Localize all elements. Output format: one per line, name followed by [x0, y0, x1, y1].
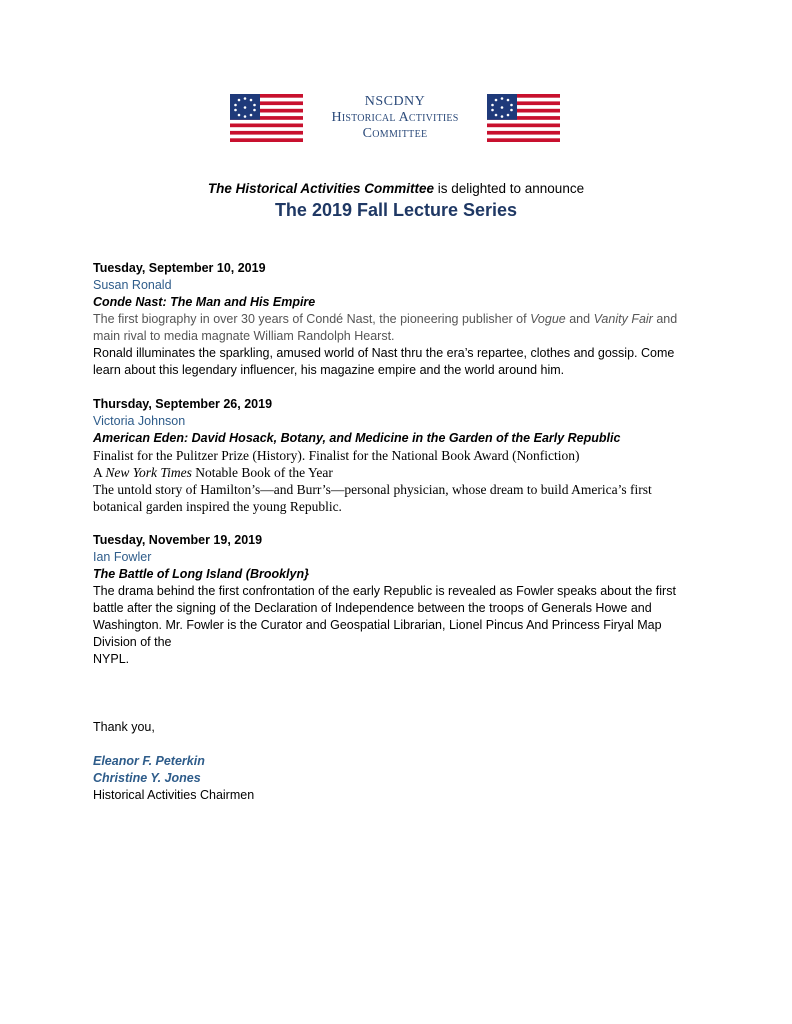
lecture-description-end: NYPL.: [93, 652, 130, 666]
desc-text: Notable Book of the Year: [191, 465, 333, 480]
lecture-description: The drama behind the first confrontation of the early Republic is revealed as Fowler speaks about the first battle after the signing of the Declaration of Independence between the troops of Generals Howe and Washington. Mr. Fowler is the Curator and Geospatial Librarian, Lionel Pincus And Princess Firyal Map Division of the: [93, 584, 676, 649]
lecture-speaker: Victoria Johnson: [93, 414, 186, 428]
us-flag-icon: [230, 94, 303, 142]
header-logo: [230, 94, 560, 144]
lecture-item: [93, 396, 693, 515]
us-flag-icon: [487, 94, 560, 142]
lecture-speaker: Susan Ronald: [93, 278, 172, 292]
lecture-award-line: Finalist for the Pulitzer Prize (History). Finalist for the National Book Award (Nonfiction): [93, 448, 580, 463]
lecture-title: American Eden: David Hosack, Botany, and Medicine in the Garden of the Early Republic: [93, 431, 621, 445]
lecture-title: The Battle of Long Island (Brooklyn}: [93, 567, 309, 581]
lecture-description: The untold story of Hamilton’s—and Burr’s—personal physician, whose dream to build America’s first botanical garden inspired the young Republic.: [93, 482, 652, 514]
desc-text: The first biography in over 30 years of Condé Nast, the pioneering publisher of: [93, 312, 531, 326]
lecture-list: [93, 260, 693, 804]
lecture-award-line: [93, 464, 693, 481]
header-line3: Committee: [362, 126, 428, 141]
vanity-fair-title: Vanity Fair: [593, 312, 653, 326]
lecture-title: Conde Nast: The Man and His Empire: [93, 295, 316, 309]
desc-text: and: [565, 312, 594, 326]
desc-text: and main rival to media magnate William Randolph Hearst.: [93, 312, 678, 343]
desc-text: A: [93, 465, 106, 480]
lecture-speaker: Ian Fowler: [93, 550, 152, 564]
intro-emphasis: The Historical Activities Committee: [207, 181, 434, 196]
signer-name: Christine Y. Jones: [93, 771, 201, 785]
spacer: [93, 736, 693, 753]
header-line1: NSCDNY: [364, 94, 426, 109]
series-title: The 2019 Fall Lecture Series: [274, 200, 518, 220]
lecture-date: Tuesday, November 19, 2019: [93, 533, 263, 547]
signer-name: Eleanor F. Peterkin: [93, 754, 205, 768]
intro-rest: is delighted to announce: [433, 181, 585, 196]
committee-name: [303, 94, 487, 142]
lecture-date: Thursday, September 26, 2019: [93, 397, 273, 411]
signer-role: Historical Activities Chairmen: [93, 788, 255, 802]
closing-text: Thank you,: [93, 720, 155, 734]
lecture-item: [93, 532, 693, 668]
intro-line: [0, 181, 792, 196]
nyt-title: New York Times: [105, 465, 192, 480]
lecture-date: Tuesday, September 10, 2019: [93, 261, 266, 275]
vogue-title: Vogue: [530, 312, 566, 326]
header-line2: Historical Activities: [331, 110, 459, 125]
lecture-description: [93, 311, 693, 345]
lecture-item: [93, 260, 693, 379]
spacer: [93, 685, 693, 719]
lecture-description-2: Ronald illuminates the sparkling, amused world of Nast thru the era’s repartee, clothes and gossip. Come learn about this legendary influencer, his magazine empire and the world around him.: [93, 346, 675, 377]
